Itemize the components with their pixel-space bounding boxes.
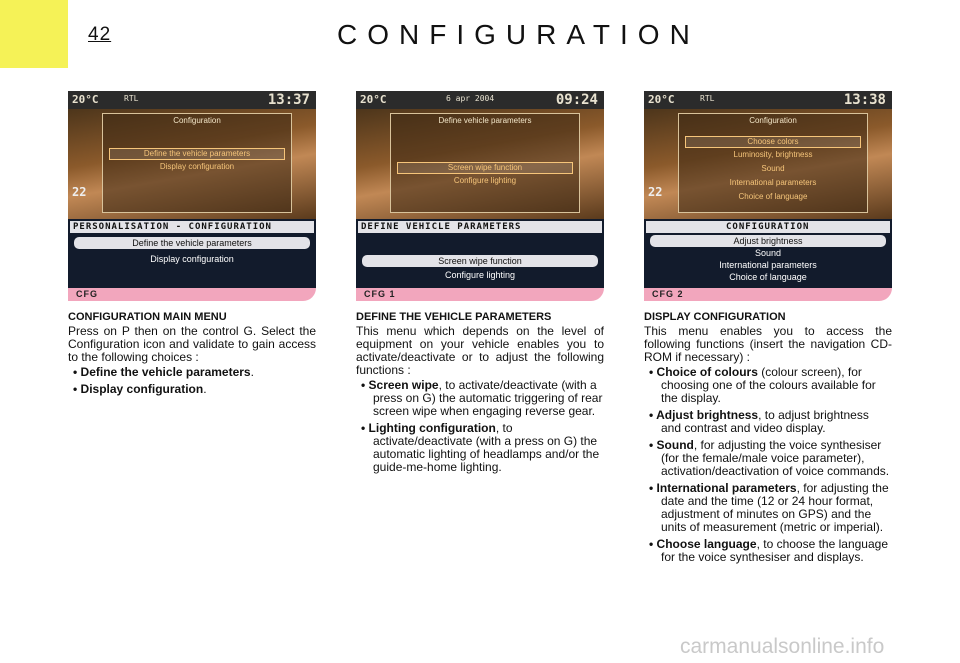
list-item	[361, 379, 604, 418]
section-intro: This menu which depends on the level of equipment on your vehicle enables you to activate/deactivate or to adjust the following functions :	[356, 324, 604, 377]
page-number: 42	[88, 24, 112, 45]
item-label: • Lighting configuration	[361, 421, 496, 435]
menu-item[interactable]: Choose colors	[685, 136, 861, 148]
menu-popup	[390, 113, 580, 213]
menu-popup	[102, 113, 292, 213]
list-item	[649, 538, 892, 564]
radio-station: RTL	[124, 94, 139, 103]
menu-popup	[678, 113, 868, 213]
list-item	[649, 409, 892, 435]
list-item	[361, 422, 604, 474]
item-text: .	[203, 382, 207, 396]
temperature: 20°C	[360, 93, 387, 106]
menu-item[interactable]: Display configuration	[159, 162, 235, 171]
item-text: , to adjust brightness and contrast and video display.	[661, 408, 869, 435]
side-value: 22	[72, 185, 87, 199]
clock: 09:24	[555, 92, 598, 108]
item-text: (colour screen), for choosing one of the colours available for the display.	[661, 365, 876, 405]
panel-item[interactable]: Screen wipe function	[362, 255, 598, 267]
panel-item[interactable]: Define the vehicle parameters	[74, 237, 310, 249]
panel-item[interactable]: Display configuration	[150, 254, 234, 264]
screenshot-caption: CFG 2	[644, 288, 892, 301]
display-screen	[68, 91, 316, 219]
panel-header: CONFIGURATION	[646, 221, 890, 233]
panel-item[interactable]: Sound	[754, 248, 782, 258]
list-item	[649, 482, 892, 534]
menu-item[interactable]: Sound	[761, 164, 785, 173]
item-text: , to activate/deactivate (with a press on G) the automatic triggering of rear screen wipe when engaging reverse gear.	[373, 378, 603, 418]
date-display: 6 apr 2004	[446, 94, 495, 103]
section-intro: Press on P then on the control G. Select the Configuration icon and validate to gain access to the following choices :	[68, 324, 316, 364]
screenshot-caption: CFG 1	[356, 288, 604, 301]
column-main-menu	[68, 311, 316, 400]
panel-item[interactable]: International parameters	[719, 260, 817, 270]
chapter-tab	[0, 0, 68, 68]
section-heading: DEFINE THE VEHICLE PARAMETERS	[356, 311, 552, 323]
panel-item[interactable]: Configure lighting	[444, 270, 516, 280]
item-text: , to activate/deactivate (with a press on G) the automatic lighting of headlamps and/or the guide-me-home lighting.	[373, 421, 600, 474]
radio-station: RTL	[700, 94, 715, 103]
item-label: • International parameters	[649, 481, 797, 495]
menu-header: Configuration	[749, 116, 797, 125]
display-screen	[356, 91, 604, 219]
temperature: 20°C	[72, 93, 99, 106]
item-text: , for adjusting the voice synthesiser (for the female/male voice parameter), activation/deactivation of voice commands.	[661, 438, 890, 478]
panel-header: PERSONALISATION - CONFIGURATION	[70, 221, 314, 233]
panel-header: DEFINE VEHICLE PARAMETERS	[358, 221, 602, 233]
section-heading: DISPLAY CONFIGURATION	[644, 311, 786, 323]
choice-list	[644, 366, 892, 564]
menu-item[interactable]: Define the vehicle parameters	[109, 148, 285, 160]
menu-item[interactable]: Choice of language	[738, 192, 808, 201]
section-heading: CONFIGURATION MAIN MENU	[68, 311, 227, 323]
item-label: • Adjust brightness	[649, 408, 759, 422]
mono-panel	[644, 219, 892, 288]
column-display-configuration	[644, 311, 892, 568]
clock: 13:37	[267, 92, 310, 108]
side-value: 22	[648, 185, 663, 199]
screenshot-caption: CFG	[68, 288, 316, 301]
mono-panel	[356, 219, 604, 288]
item-text: , for adjusting the date and the time (12 or 24 hour format, adjustment of minutes on GPS) and the units of measurement (metric or imperial).	[661, 481, 889, 534]
page-title: CONFIGURATION	[337, 19, 700, 50]
item-label: • Define the vehicle parameters	[73, 365, 251, 379]
menu-item[interactable]: Luminosity, brightness	[733, 150, 813, 159]
item-label: • Screen wipe	[361, 378, 439, 392]
watermark: carmanualsonline.info	[680, 635, 885, 658]
item-label: • Choose language	[649, 537, 757, 551]
menu-item[interactable]: Screen wipe function	[397, 162, 573, 174]
list-item	[73, 366, 316, 379]
list-item	[649, 439, 892, 478]
choice-list	[68, 366, 316, 396]
menu-header: Configuration	[173, 116, 221, 125]
display-screen	[644, 91, 892, 219]
item-label: • Display configuration	[73, 382, 204, 396]
list-item	[73, 383, 316, 396]
item-text: , to choose the language for the voice synthesiser and displays.	[661, 537, 888, 564]
screenshot-cfg2	[644, 91, 892, 301]
menu-item[interactable]: Configure lighting	[453, 176, 517, 185]
item-label: • Sound	[649, 438, 694, 452]
list-item	[649, 366, 892, 405]
panel-item[interactable]: Choice of language	[729, 272, 807, 282]
screenshot-cfg1	[356, 91, 604, 301]
temperature: 20°C	[648, 93, 675, 106]
section-intro: This menu enables you to access the following functions (insert the navigation CD-ROM if necessary) :	[644, 324, 892, 364]
panel-item[interactable]: Adjust brightness	[650, 235, 886, 247]
menu-header: Define vehicle parameters	[438, 116, 532, 125]
column-vehicle-parameters	[356, 311, 604, 478]
choice-list	[356, 379, 604, 474]
item-label: • Choice of colours	[649, 365, 758, 379]
menu-item[interactable]: International parameters	[729, 178, 817, 187]
status-bar	[644, 91, 892, 109]
status-bar	[356, 91, 604, 109]
screenshot-cfg	[68, 91, 316, 301]
item-text: .	[250, 365, 254, 379]
status-bar	[68, 91, 316, 109]
mono-panel	[68, 219, 316, 288]
clock: 13:38	[843, 92, 886, 108]
